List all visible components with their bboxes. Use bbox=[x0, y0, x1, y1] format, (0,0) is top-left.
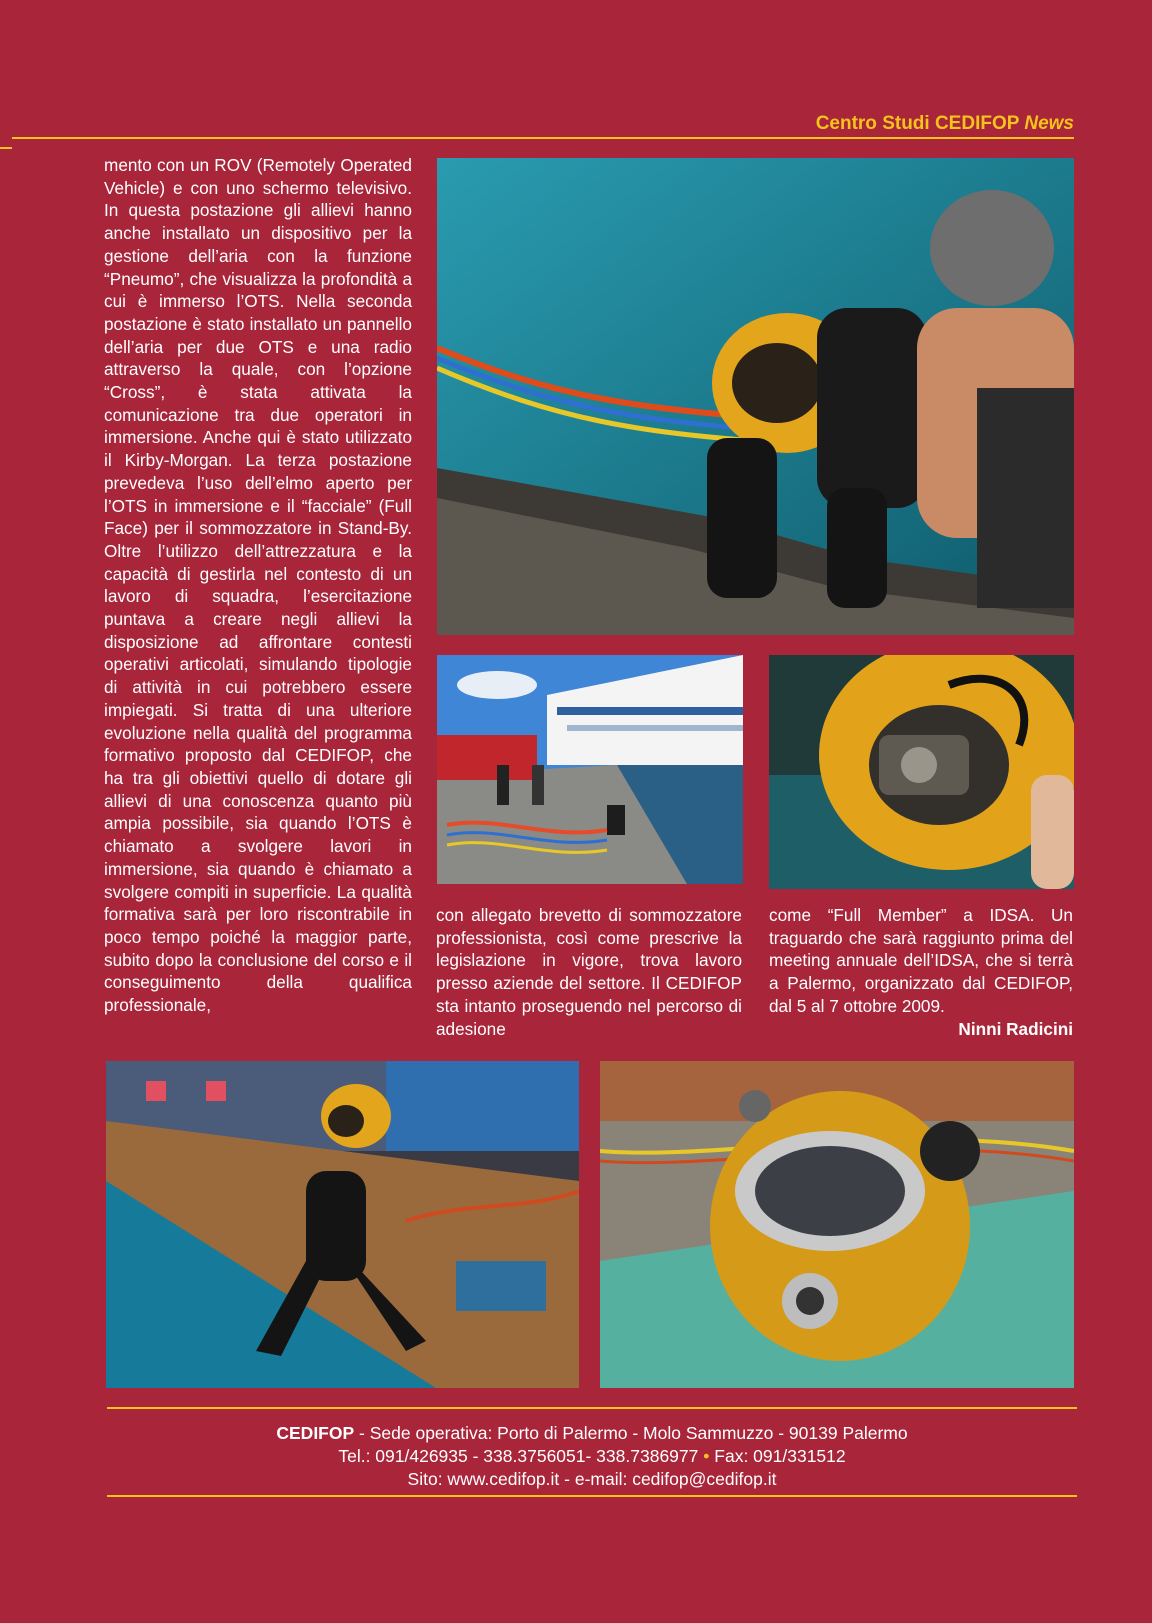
footer-address: - Sede operativa: Porto di Palermo - Molo Sammuzzo - 90139 Palermo bbox=[354, 1423, 908, 1443]
header-rule bbox=[12, 137, 1074, 139]
masthead bbox=[816, 113, 1074, 135]
article-column-1: mento con un ROV (Remotely Operated Vehicle) e con uno schermo televisivo. In questa postazione gli allievi hanno anche installato un dispositivo per la gestione dell’aria con la funzione “Pneumo”, che visualizza la profondità a cui è immerso l’OTS. Nella seconda postazione è stato installato un pannello dell’aria per due OTS e una radio attraverso la quale, con l’opzione “Cross”, è stata attivata la comunicazione tra due operatori in immersione. Anche qui è stato utilizzato il Kirby-Morgan. La terza postazione prevedeva l’uso dell’elmo aperto per l’OTS in immersione e il “facciale” (Full Face) per il sommozzatore in Stand-By. Oltre l’utilizzo dell’attrezzatura e la capacità di gestirla nel contesto di un lavoro di squadra, l’esercitazione puntava a creare negli allievi la disposizione ad affrontare contesti operativi articolati, simulando tipologie di attività in cui potrebbero essere impiegati. Si tratta di una ulteriore evoluzione nella qualità del programma formativo proposto dal CEDIFOP, che ha tra gli obiettivi quello di dotare gli allievi di una conoscenza quanto più ampia possibile, sia quando l’OTS è chiamato a svolgere lavori in immersione, sia quando è chiamato a svolgere compiti in superficie. La qualità formativa sarà per loro riscontrabile in poco tempo poiché la maggior parte, subito dopo la conclusione del corso e il conseguimento della qualifica professionale, bbox=[104, 155, 412, 1016]
masthead-brand: Centro Studi CEDIFOP bbox=[815, 113, 1020, 134]
helmet-closeup-photo bbox=[769, 655, 1074, 889]
footer-web: Sito: www.cedifop.it - e-mail: cedifop@cedifop.it bbox=[407, 1469, 777, 1489]
helmet-table-photo bbox=[600, 1061, 1074, 1388]
footer-fax: Fax: 091/331512 bbox=[714, 1446, 846, 1466]
footer-phone-line bbox=[107, 1445, 1077, 1468]
article-column-3 bbox=[769, 904, 1073, 1040]
article-column-3-text: come “Full Member” a IDSA. Un traguardo che sarà raggiunto prima del meeting annuale dell’IDSA, che si terrà a Palermo, organizzato dal CEDIFOP, dal 5 al 7 ottobre 2009. bbox=[769, 905, 1073, 1016]
pool-training-photo bbox=[106, 1061, 579, 1388]
margin-mark bbox=[0, 147, 12, 149]
masthead-section: News bbox=[1024, 113, 1074, 134]
article-author: Ninni Radicini bbox=[958, 1018, 1073, 1039]
footer-phones: Tel.: 091/426935 - 338.3756051- 338.7386977 bbox=[338, 1446, 699, 1466]
footer-rule-bottom bbox=[107, 1495, 1077, 1497]
footer-address-line bbox=[107, 1422, 1077, 1445]
footer-rule-top bbox=[107, 1407, 1077, 1409]
footer-contacts bbox=[107, 1422, 1077, 1491]
bullet-icon: • bbox=[703, 1446, 710, 1466]
article-column-2: con allegato brevetto di sommozzatore professionista, così come prescrive la legislazione in vigore, trova lavoro presso aziende del settore. Il CEDIFOP sta intanto proseguendo nel percorso di adesione bbox=[436, 905, 742, 1039]
harbor-ferry-photo bbox=[437, 655, 743, 884]
footer-org: CEDIFOP bbox=[276, 1423, 355, 1443]
diver-harbor-photo bbox=[437, 158, 1074, 635]
